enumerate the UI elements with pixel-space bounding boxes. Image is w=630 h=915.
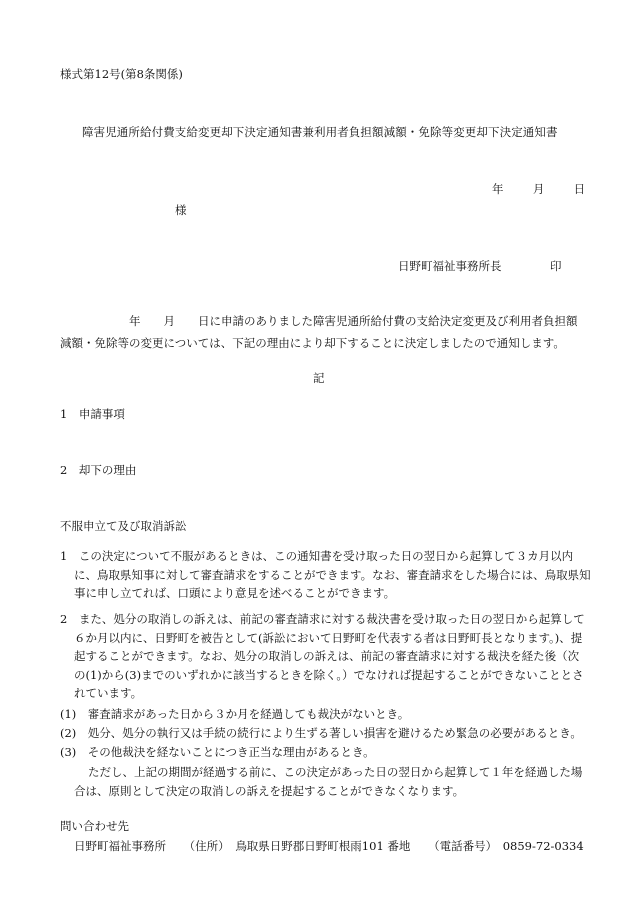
document-title: 障害児通所給付費支給変更却下決定通知書兼利用者負担額減額・免除等変更却下決定通知書 bbox=[82, 125, 558, 139]
month-label: 月 bbox=[532, 182, 545, 196]
issuer-name: 日野町福祉事務所長 bbox=[398, 259, 502, 273]
day-label: 日 bbox=[573, 182, 586, 196]
addressee-suffix: 様 bbox=[175, 203, 187, 217]
phone-label: （電話番号） bbox=[428, 839, 498, 853]
contact-line bbox=[74, 838, 598, 854]
body-paragraph: 年 月 日に申請のありました障害児通所給付費の支給決定変更及び利用者負担額減額・免除等の変更については、下記の理由により却下することに決定しましたので通知します。 bbox=[60, 314, 578, 350]
contact-office: 日野町福祉事務所 bbox=[74, 839, 166, 853]
date-line bbox=[492, 181, 585, 197]
seal-mark: 印 bbox=[550, 259, 562, 273]
year-label: 年 bbox=[492, 182, 504, 196]
record-label: 記 bbox=[313, 371, 325, 385]
contact-phone: 0859-72-0334 bbox=[502, 839, 584, 853]
condition-3: (3) その他裁決を経ないことにつき正当な理由があるとき。 bbox=[60, 745, 375, 759]
item-application-matters: 1 申請事項 bbox=[60, 407, 125, 421]
contact-address: 鳥取県日野郡日野町根雨101 番地 bbox=[235, 839, 411, 853]
appeal-clause-2: 2 また、処分の取消しの訴えは、前記の審査請求に対する裁決書を受け取った日の翌日から起算して６か月以内に、日野町を被告として(訴訟において日野町を代表する者は日野町長となります。)、提起することができます。なお、処分の取消しの訴えは、前記の審査請求に対する裁決を経た後（次の(1)から(3)までのいずれかに該当するときを除く。）でなければ提起することができないこととされています。 bbox=[60, 612, 585, 701]
form-number: 様式第12号(第8条関係) bbox=[60, 67, 183, 81]
address-label: （住所） bbox=[183, 839, 230, 853]
condition-2: (2) 処分、処分の執行又は手続の続行により生ずる著しい損害を避けるため緊急の必要があるとき。 bbox=[60, 726, 582, 740]
contact-heading: 問い合わせ先 bbox=[60, 819, 129, 833]
appeal-clause-1: 1 この決定について不服があるときは、この通知書を受け取った日の翌日から起算して３カ月以内に、鳥取県知事に対して審査請求をすることができます。なお、審査請求をした場合には、鳥取県知事に申し立てれば、口頭により意見を述べることができます。 bbox=[60, 549, 591, 601]
appeal-heading: 不服申立て及び取消訴訟 bbox=[60, 519, 187, 533]
item-rejection-reason: 2 却下の理由 bbox=[60, 463, 137, 477]
proviso-note: ただし、上記の期間が経過する前に、この決定があった日の翌日から起算して１年を経過した場合は、原則として決定の取消しの訴えを提起することができなくなります。 bbox=[74, 765, 583, 798]
condition-1: (1) 審査請求があった日から３か月を経過しても裁決がないとき。 bbox=[60, 707, 410, 721]
